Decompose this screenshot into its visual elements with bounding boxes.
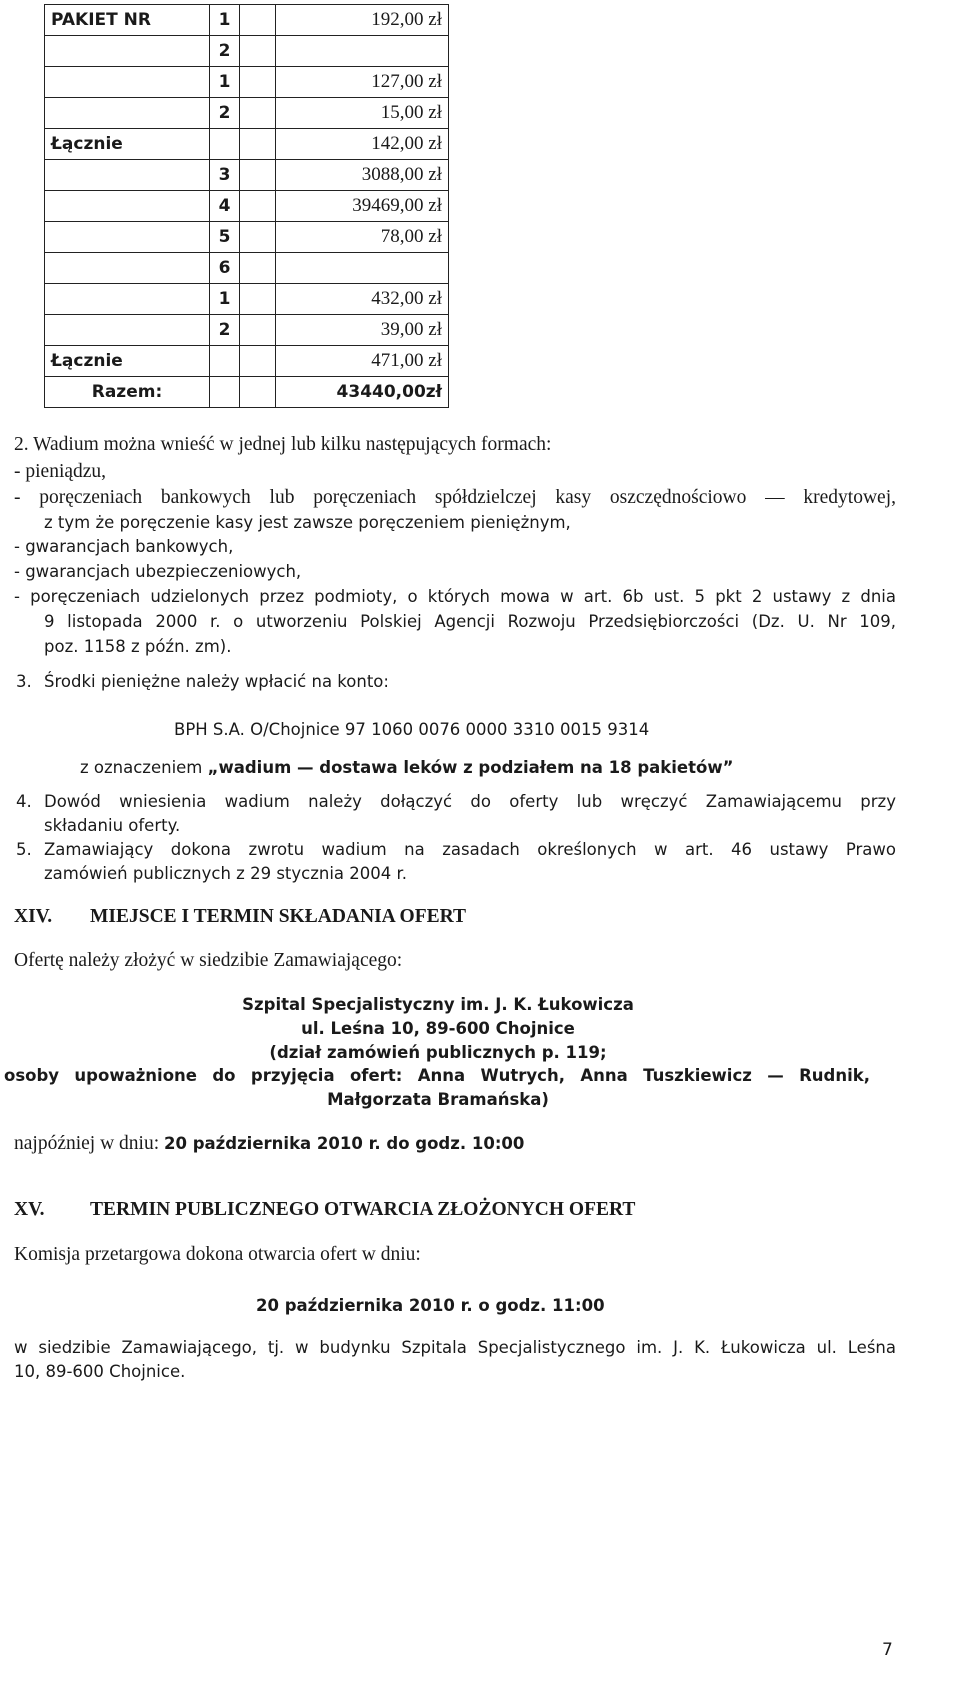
row-amount xyxy=(276,253,449,284)
row-amount: 471,00 zł xyxy=(276,346,449,377)
row-number: 6 xyxy=(210,253,240,284)
list-item: - gwarancjach ubezpieczeniowych, xyxy=(14,562,302,581)
row-amount: 78,00 zł xyxy=(276,222,449,253)
row-number: 4 xyxy=(210,191,240,222)
row-amount: 192,00 zł xyxy=(276,5,449,36)
empty-cell xyxy=(240,253,276,284)
list-item: - poręczeniach udzielonych przez podmioty, o których mowa w art. 6b ust. 5 pkt 2 ustawy z dnia xyxy=(14,587,896,606)
row-number: 3 xyxy=(210,160,240,191)
row-label xyxy=(45,67,210,98)
section-14-title: MIEJSCE I TERMIN SKŁADANIA OFERT xyxy=(90,906,467,927)
row-label: Razem: xyxy=(45,377,210,408)
table-row xyxy=(45,5,449,36)
row-amount: 142,00 zł xyxy=(276,129,449,160)
row-amount: 43440,00zł xyxy=(276,377,449,408)
row-number: 1 xyxy=(210,5,240,36)
row-label: Łącznie xyxy=(45,346,210,377)
empty-cell xyxy=(240,160,276,191)
table-row xyxy=(45,377,449,408)
table-row xyxy=(45,67,449,98)
empty-cell xyxy=(240,377,276,408)
address-line: Szpital Specjalistyczny im. J. K. Łukowicza xyxy=(242,995,634,1014)
row-label: PAKIET NR xyxy=(45,5,210,36)
row-number: 1 xyxy=(210,284,240,315)
row-label xyxy=(45,36,210,67)
row-number xyxy=(210,377,240,408)
bank-account: BPH S.A. O/Chojnice 97 1060 0076 0000 3310 0015 9314 xyxy=(174,720,650,739)
row-label xyxy=(45,98,210,129)
row-number: 5 xyxy=(210,222,240,253)
row-label xyxy=(45,284,210,315)
table-row xyxy=(45,284,449,315)
section-5-num: 5. xyxy=(16,840,32,859)
table-row xyxy=(45,315,449,346)
section-15-intro: Komisja przetargowa dokona otwarcia ofert w dniu: xyxy=(14,1244,421,1265)
row-label: Łącznie xyxy=(45,129,210,160)
empty-cell xyxy=(240,5,276,36)
section-3-num: 3. xyxy=(16,672,32,691)
empty-cell xyxy=(240,67,276,98)
list-item: z tym że poręczenie kasy jest zawsze poręczeniem pieniężnym, xyxy=(44,513,571,532)
list-item: - poręczeniach bankowych lub poręczeniach spółdzielczej kasy oszczędnościowo — kredytowej, xyxy=(14,487,896,508)
deadline: najpóźniej w dniu: 20 października 2010 r. do godz. 10:00 xyxy=(14,1133,525,1154)
table-row xyxy=(45,129,449,160)
table-row xyxy=(45,36,449,67)
section-15-num: XV. xyxy=(14,1199,45,1220)
list-item: 9 listopada 2000 r. o utworzeniu Polskiej Agencji Rozwoju Przedsiębiorczości (Dz. U. Nr 109, xyxy=(44,612,896,631)
row-amount: 3088,00 zł xyxy=(276,160,449,191)
row-number xyxy=(210,346,240,377)
empty-cell xyxy=(240,346,276,377)
section-14-num: XIV. xyxy=(14,906,53,927)
row-label xyxy=(45,160,210,191)
pakiety-table xyxy=(44,4,449,408)
opening-place: 10, 89-600 Chojnice. xyxy=(14,1362,186,1381)
section-4-line: składaniu oferty. xyxy=(44,816,181,835)
payment-note: z oznaczeniem „wadium — dostawa leków z podziałem na 18 pakietów” xyxy=(80,758,734,777)
address-line: ul. Leśna 10, 89-600 Chojnice xyxy=(301,1019,575,1038)
address-line: osoby upoważnione do przyjęcia ofert: Anna Wutrych, Anna Tuszkiewicz — Rudnik, xyxy=(4,1066,870,1085)
row-label xyxy=(45,222,210,253)
section-5-line: Zamawiający dokona zwrotu wadium na zasadach określonych w art. 46 ustawy Prawo xyxy=(44,840,896,859)
section-4-num: 4. xyxy=(16,792,32,811)
empty-cell xyxy=(240,284,276,315)
table-row xyxy=(45,98,449,129)
empty-cell xyxy=(240,315,276,346)
list-item: - gwarancjach bankowych, xyxy=(14,537,234,556)
row-amount: 127,00 zł xyxy=(276,67,449,98)
row-number: 2 xyxy=(210,98,240,129)
empty-cell xyxy=(240,129,276,160)
section-2-intro: 2. Wadium można wnieść w jednej lub kilku następujących formach: xyxy=(14,434,552,455)
row-amount: 39469,00 zł xyxy=(276,191,449,222)
row-label xyxy=(45,191,210,222)
section-4-line: Dowód wniesienia wadium należy dołączyć do oferty lub wręczyć Zamawiającemu przy xyxy=(44,792,896,811)
row-number: 2 xyxy=(210,315,240,346)
table-row xyxy=(45,346,449,377)
page-number: 7 xyxy=(882,1640,893,1660)
row-amount: 15,00 zł xyxy=(276,98,449,129)
row-number: 1 xyxy=(210,67,240,98)
table-row xyxy=(45,253,449,284)
list-item: poz. 1158 z późn. zm). xyxy=(44,637,232,656)
row-amount: 432,00 zł xyxy=(276,284,449,315)
row-amount xyxy=(276,36,449,67)
empty-cell xyxy=(240,191,276,222)
section-15-title: TERMIN PUBLICZNEGO OTWARCIA ZŁOŻONYCH OFERT xyxy=(90,1199,636,1220)
table-row xyxy=(45,160,449,191)
opening-date: 20 października 2010 r. o godz. 11:00 xyxy=(256,1296,605,1315)
list-item: - pieniądzu, xyxy=(14,461,107,482)
empty-cell xyxy=(240,98,276,129)
empty-cell xyxy=(240,36,276,67)
row-number xyxy=(210,129,240,160)
address-line: (dział zamówień publicznych p. 119; xyxy=(269,1043,607,1062)
empty-cell xyxy=(240,222,276,253)
section-14-intro: Ofertę należy złożyć w siedzibie Zamawiającego: xyxy=(14,950,403,971)
row-amount: 39,00 zł xyxy=(276,315,449,346)
row-label xyxy=(45,253,210,284)
table-row xyxy=(45,222,449,253)
table-row xyxy=(45,191,449,222)
opening-place: w siedzibie Zamawiającego, tj. w budynku Szpitala Specjalistycznego im. J. K. Łukowicza ul. Leśna xyxy=(14,1338,896,1357)
section-3-text: Środki pieniężne należy wpłacić na konto: xyxy=(44,672,389,691)
row-number: 2 xyxy=(210,36,240,67)
section-5-line: zamówień publicznych z 29 stycznia 2004 r. xyxy=(44,864,408,883)
row-label xyxy=(45,315,210,346)
address-line: Małgorzata Bramańska) xyxy=(327,1090,549,1109)
